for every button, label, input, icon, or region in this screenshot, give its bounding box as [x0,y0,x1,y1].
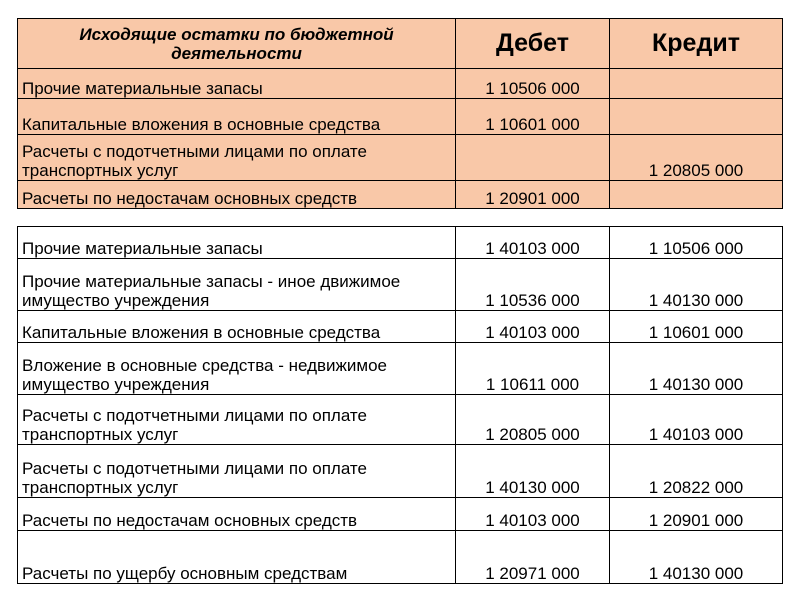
row-label: Расчеты с подотчетными лицами по оплате транспортных услуг [18,135,456,181]
row-label: Прочие материальные запасы [18,227,456,259]
table-row [18,99,783,135]
row-debit: 1 20901 000 [456,181,610,209]
row-label: Расчеты с подотчетными лицами по оплате транспортных услуг [18,445,456,498]
row-credit [610,99,783,135]
row-credit: 1 40130 000 [610,343,783,395]
row-credit: 1 20822 000 [610,445,783,498]
row-debit: 1 20805 000 [456,395,610,445]
row-label: Капитальные вложения в основные средства [18,99,456,135]
row-credit [610,181,783,209]
table-row [18,181,783,209]
table-row [18,498,783,531]
table-row [18,135,783,181]
table-row [18,395,783,445]
row-debit: 1 40103 000 [456,227,610,259]
row-label: Прочие материальные запасы - иное движимое имущество учреждения [18,259,456,311]
row-label: Расчеты по недостачам основных средств [18,181,456,209]
table-row [18,311,783,343]
row-label: Расчеты по недостачам основных средств [18,498,456,531]
row-credit: 1 10506 000 [610,227,783,259]
row-debit: 1 40103 000 [456,498,610,531]
row-label: Капитальные вложения в основные средства [18,311,456,343]
table-row [18,227,783,259]
table-row [18,343,783,395]
entries-table [17,226,783,584]
header-credit: Кредит [610,19,783,69]
row-credit: 1 20901 000 [610,498,783,531]
row-credit: 1 40130 000 [610,259,783,311]
row-credit: 1 20805 000 [610,135,783,181]
row-debit: 1 40103 000 [456,311,610,343]
header-row [18,19,783,69]
row-credit: 1 10601 000 [610,311,783,343]
row-credit [610,69,783,99]
row-debit [456,135,610,181]
table-row [18,259,783,311]
header-title: Исходящие остатки по бюджетной деятельности [18,19,456,69]
row-label: Расчеты с подотчетными лицами по оплате транспортных услуг [18,395,456,445]
row-credit: 1 40103 000 [610,395,783,445]
table-row [18,445,783,498]
row-debit: 1 10536 000 [456,259,610,311]
row-debit: 1 10506 000 [456,69,610,99]
table-row [18,69,783,99]
row-debit: 1 10611 000 [456,343,610,395]
row-debit: 1 20971 000 [456,531,610,584]
row-debit: 1 10601 000 [456,99,610,135]
table-row [18,531,783,584]
closing-balances-table [17,18,783,209]
row-debit: 1 40130 000 [456,445,610,498]
row-label: Расчеты по ущербу основным средствам [18,531,456,584]
row-label: Прочие материальные запасы [18,69,456,99]
row-label: Вложение в основные средства - недвижимое имущество учреждения [18,343,456,395]
header-debit: Дебет [456,19,610,69]
row-credit: 1 40130 000 [610,531,783,584]
